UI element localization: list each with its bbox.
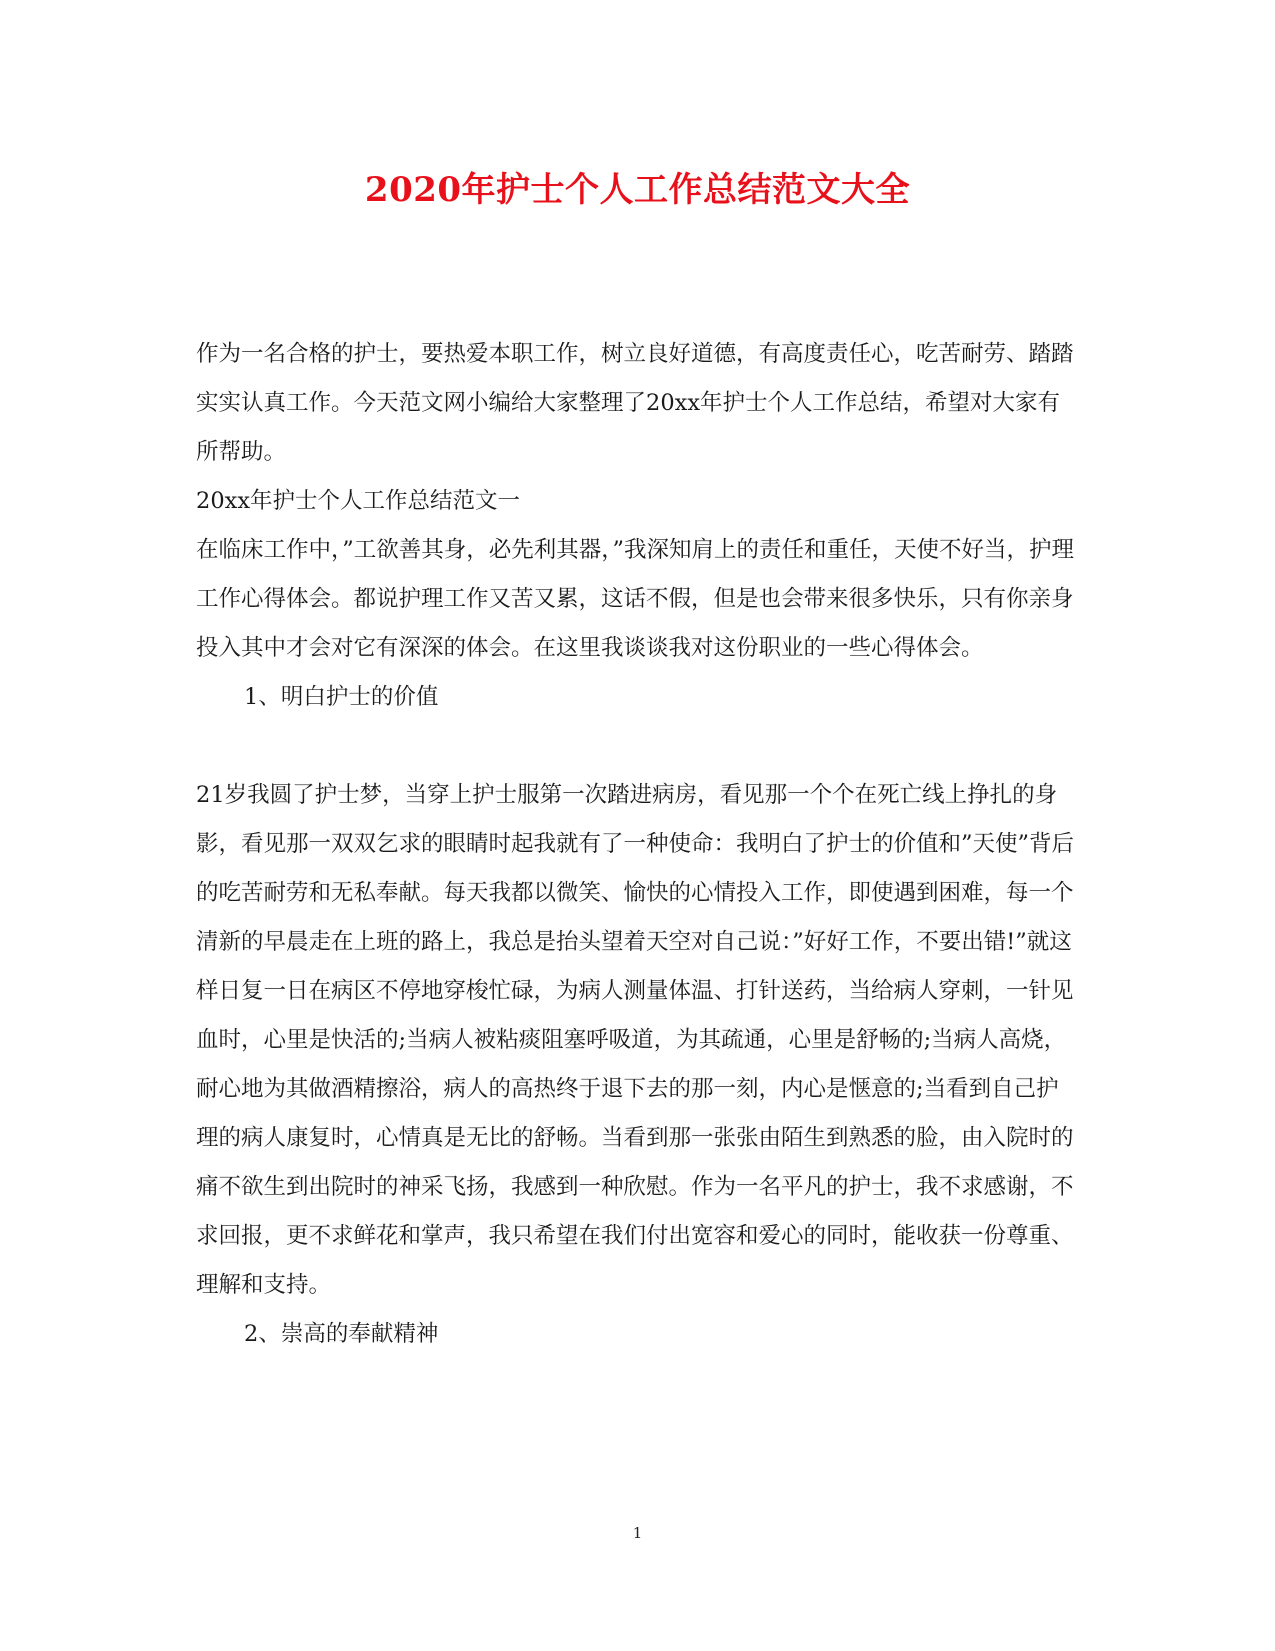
section-heading: 20xx年护士个人工作总结范文一 — [196, 488, 521, 514]
point-1-heading: 1、明白护士的价值 — [244, 684, 439, 710]
paragraph-2: 21岁我圆了护士梦，当穿上护士服第一次踏进病房，看见那一个个在死亡线上挣扎的身影，看见那一双双乞求的眼睛时起我就有了一种使命：我明白了护士的价值和”天使”背后的吃苦耐劳和无私奉献。每天我都以微笑、愉快的心情投入工作，即使遇到困难，每一个清新的早晨走在上班的路上，我总是抬头望着天空对自己说：”好好工作，不要出错!”就这样日复一日在病区不停地穿梭忙碌，为病人测量体温、打针送药，当给病人穿刺，一针见血时，心里是快活的;当病人被粘痰阻塞呼吸道，为其疏通，心里是舒畅的;当病人高烧，耐心地为其做酒精擦浴，病人的高热终于退下去的那一刻，内心是惬意的;当看到自己护理的病人康复时，心情真是无比的舒畅。当看到那一张张由陌生到熟悉的脸，由入院时的痛不欲生到出院时的神采飞扬，我感到一种欣慰。作为一名平凡的护士，我不求感谢，不求回报，更不求鲜花和掌声，我只希望在我们付出宽容和爱心的同时，能收获一份尊重、理解和支持。 — [196, 782, 1075, 1298]
intro-paragraph: 作为一名合格的护士，要热爱本职工作，树立良好道德，有高度责任心，吃苦耐劳、踏踏实实认真工作。今天范文网小编给大家整理了20xx年护士个人工作总结，希望对大家有所帮助。 — [196, 341, 1074, 465]
document-body — [196, 330, 1076, 1359]
document-title: 2020年护士个人工作总结范文大全 — [364, 170, 911, 210]
page-number: 1 — [632, 1524, 643, 1542]
paragraph-1: 在临床工作中，”工欲善其身，必先利其器，”我深知肩上的责任和重任，天使不好当，护理工作心得体会。都说护理工作又苦又累，这话不假，但是也会带来很多快乐，只有你亲身投入其中才会对它有深深的体会。在这里我谈谈我对这份职业的一些心得体会。 — [196, 537, 1075, 661]
blank-line — [196, 722, 1076, 771]
point-2-heading: 2、崇高的奉献精神 — [244, 1321, 439, 1347]
